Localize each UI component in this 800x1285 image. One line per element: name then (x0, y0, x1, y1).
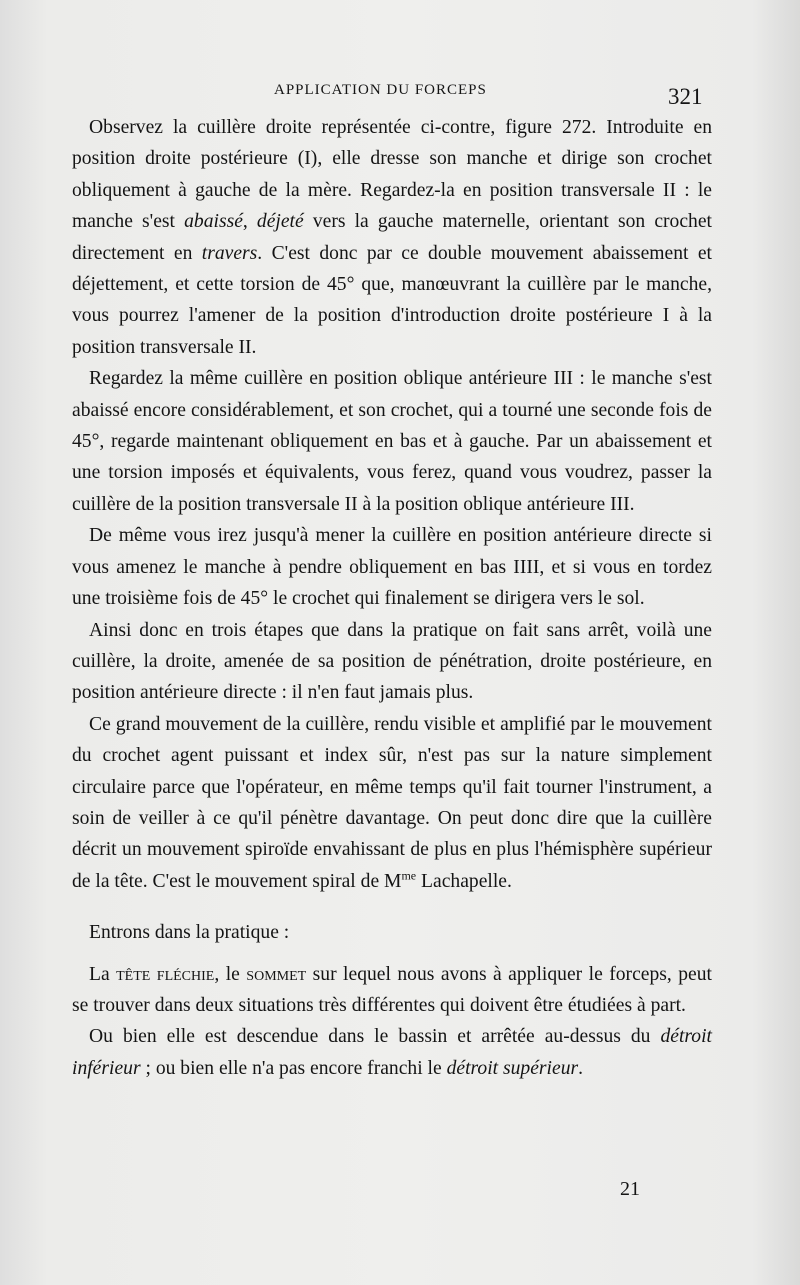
superscript: me (401, 868, 417, 883)
emphasis: travers (201, 242, 258, 264)
running-title: APPLICATION DU FORCEPS (274, 82, 487, 98)
text-run: , (242, 211, 257, 233)
text-run: , le (214, 963, 247, 985)
paragraph-6: Entrons dans la pratique : (89, 922, 290, 944)
emphasis: déjeté (256, 211, 304, 233)
text-run: . (578, 1057, 584, 1079)
body-text (72, 112, 712, 1084)
text-run: Lachapelle. (416, 870, 512, 892)
emphasis: détroit inférieur (72, 1026, 712, 1079)
text-run: La (89, 963, 117, 985)
paragraph-2: Regardez la même cuillère en position oblique antérieure III : le manche s'est abaissé encore considérablement, et son crochet, qui a tourné une seconde fois de 45°, regarde maintenant obliquement en bas et à gauche. Par un abaissement et une torsion imposés et équivalents, vous ferez, quand vous voudrez, passer la cuillère de la position transversale II à la position oblique antérieure III. (72, 368, 712, 515)
paragraph-3: De même vous irez jusqu'à mener la cuillère en position antérieure directe si vous amenez le manche à pendre obliquement en bas IIII, et si vous en tordez une troisième fois de 45° le crochet qui finalement se dirigera vers le sol. (72, 525, 712, 610)
page-number: 321 (668, 84, 703, 109)
text-run: Ce grand mouvement de la cuillère, rendu visible et amplifié par le mouvement du crochet agent puissant et index sûr, n'est pas sur la nature simplement circulaire parce que l'opérateur, en même temps qu'il fait tourner l'instrument, a soin de veiller à ce qu'il pénètre davantage. On peut donc dire que la cuillère décrit un mouvement spiroïde envahissant de plus en plus l'hémisphère supérieur de la tête. C'est le mouvement spiral de M (72, 713, 712, 892)
running-head (0, 80, 800, 110)
small-caps-term: sommet (246, 963, 307, 985)
signature-mark: 21 (620, 1178, 640, 1200)
text-run: ; ou bien elle n'a pas encore franchi le (140, 1057, 447, 1079)
text-run: Observez la cuillère droite représentée ci-contre, figure 272. Introduite en position droite postérieure (I), elle dresse son manche et dirige son crochet obliquement à gauche de la mère. Regardez-la en position transversale II : le manche s'est (72, 117, 712, 233)
emphasis: abaissé (184, 211, 243, 233)
text-run: vers la gauche maternelle, orientant son crochet directement en (72, 211, 712, 264)
text-run: . C'est donc par ce double mouvement abaissement et déjettement, et cette torsion de 45° que, manœuvrant la cuillère par le manche, vous pourrez l'amener de la position d'introduction droite postérieure I à la position transversale II. (72, 242, 712, 358)
small-caps-term: tête fléchie (116, 963, 215, 985)
paragraph-8 (72, 1021, 712, 1084)
text-run: Ou bien elle est descendue dans le bassin et arrêtée au-dessus du (89, 1026, 661, 1048)
paragraph-5 (72, 709, 712, 897)
emphasis: détroit supérieur (446, 1057, 579, 1079)
paragraph-1 (72, 112, 712, 363)
paragraph-4: Ainsi donc en trois étapes que dans la pratique on fait sans arrêt, voilà une cuillère, la droite, amenée de sa position de pénétration, droite postérieure, en position antérieure directe : il n'en faut jamais plus. (72, 619, 712, 704)
paragraph-7 (72, 959, 712, 1022)
text-run: sur lequel nous avons à appliquer le forceps, peut se trouver dans deux situations très différentes qui doivent être étudiées à part. (72, 963, 712, 1016)
